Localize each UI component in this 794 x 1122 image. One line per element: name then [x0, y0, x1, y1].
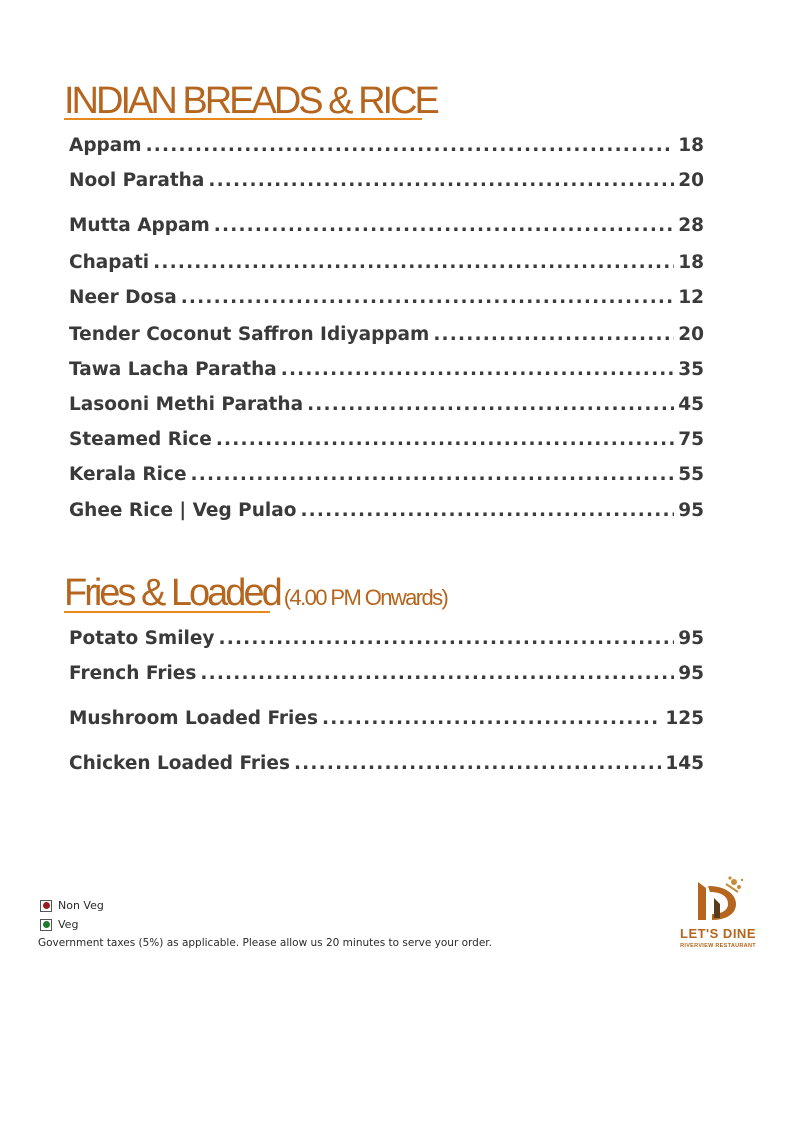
item-price: 95 [678, 663, 704, 684]
item-price: 35 [678, 359, 704, 380]
menu-item [69, 708, 704, 734]
item-name: Steamed Rice [69, 429, 212, 450]
item-price: 45 [678, 394, 704, 415]
item-price: 20 [678, 170, 704, 191]
item-price: 125 [665, 708, 704, 729]
dot-leader [294, 753, 661, 774]
dot-leader [181, 287, 675, 308]
dot-leader [200, 663, 674, 684]
menu-item [69, 753, 704, 779]
menu-item [69, 464, 704, 490]
veg-icon [40, 919, 52, 931]
section-title-fries-loaded [64, 574, 447, 612]
dot-leader [300, 500, 674, 521]
legend-non-veg [40, 899, 104, 912]
dot-leader [146, 135, 675, 156]
legend-label: Non Veg [58, 899, 104, 912]
menu-item [69, 287, 704, 313]
footer-note: Government taxes (5%) as applicable. Please allow us 20 minutes to serve your order. [38, 937, 492, 949]
dot-leader [307, 394, 674, 415]
logo-mark-icon [676, 874, 760, 926]
item-name: Nool Paratha [69, 170, 205, 191]
item-price: 20 [678, 324, 704, 345]
item-name: Mushroom Loaded Fries [69, 708, 318, 729]
dot-leader [191, 464, 675, 485]
item-name: Mutta Appam [69, 215, 210, 236]
item-name: Appam [69, 135, 142, 156]
item-price: 18 [678, 135, 704, 156]
menu-item [69, 215, 704, 241]
logo-name: LET'S DINE [680, 926, 756, 941]
non-veg-icon [40, 900, 52, 912]
dot-leader [153, 252, 674, 273]
item-price: 12 [678, 287, 704, 308]
legend-veg [40, 918, 78, 931]
menu-item [69, 500, 704, 526]
dot-leader [433, 324, 674, 345]
item-price: 55 [678, 464, 704, 485]
item-price: 18 [678, 252, 704, 273]
item-name: Potato Smiley [69, 628, 215, 649]
section-title-underline [64, 611, 270, 613]
menu-item [69, 663, 704, 689]
item-price: 95 [678, 628, 704, 649]
section-title-text: Fries & Loaded [64, 572, 280, 614]
dot-leader [281, 359, 675, 380]
menu-item [69, 359, 704, 385]
item-name: Chicken Loaded Fries [69, 753, 290, 774]
logo-tagline: RIVERVIEW RESTAURANT [680, 943, 756, 949]
menu-item [69, 170, 704, 196]
item-name: Neer Dosa [69, 287, 177, 308]
item-name: Kerala Rice [69, 464, 187, 485]
menu-item [69, 135, 704, 161]
legend-label: Veg [58, 918, 79, 931]
item-price: 75 [678, 429, 704, 450]
dot-leader [218, 628, 674, 649]
item-name: Chapati [69, 252, 150, 273]
item-price: 145 [665, 753, 704, 774]
menu-item [69, 324, 704, 350]
dot-leader [208, 170, 674, 191]
dot-leader [214, 215, 674, 236]
menu-item [69, 394, 704, 420]
item-name: Lasooni Methi Paratha [69, 394, 304, 415]
dot-leader [216, 429, 674, 450]
item-price: 28 [678, 215, 704, 236]
item-price: 95 [678, 500, 704, 521]
section-title-underline [64, 118, 422, 120]
menu-item [69, 628, 704, 654]
menu-item [69, 429, 704, 455]
section-subtitle: (4.00 PM Onwards) [283, 585, 448, 610]
item-name: Tender Coconut Saffron Idiyappam [69, 324, 430, 345]
item-name: Tawa Lacha Paratha [69, 359, 277, 380]
restaurant-logo [676, 874, 760, 954]
section-title-indian-breads-rice: INDIAN BREADS & RICE [64, 80, 437, 122]
menu-item [69, 252, 704, 278]
dot-leader [322, 708, 661, 729]
item-name: Ghee Rice | Veg Pulao [69, 500, 297, 521]
item-name: French Fries [69, 663, 197, 684]
